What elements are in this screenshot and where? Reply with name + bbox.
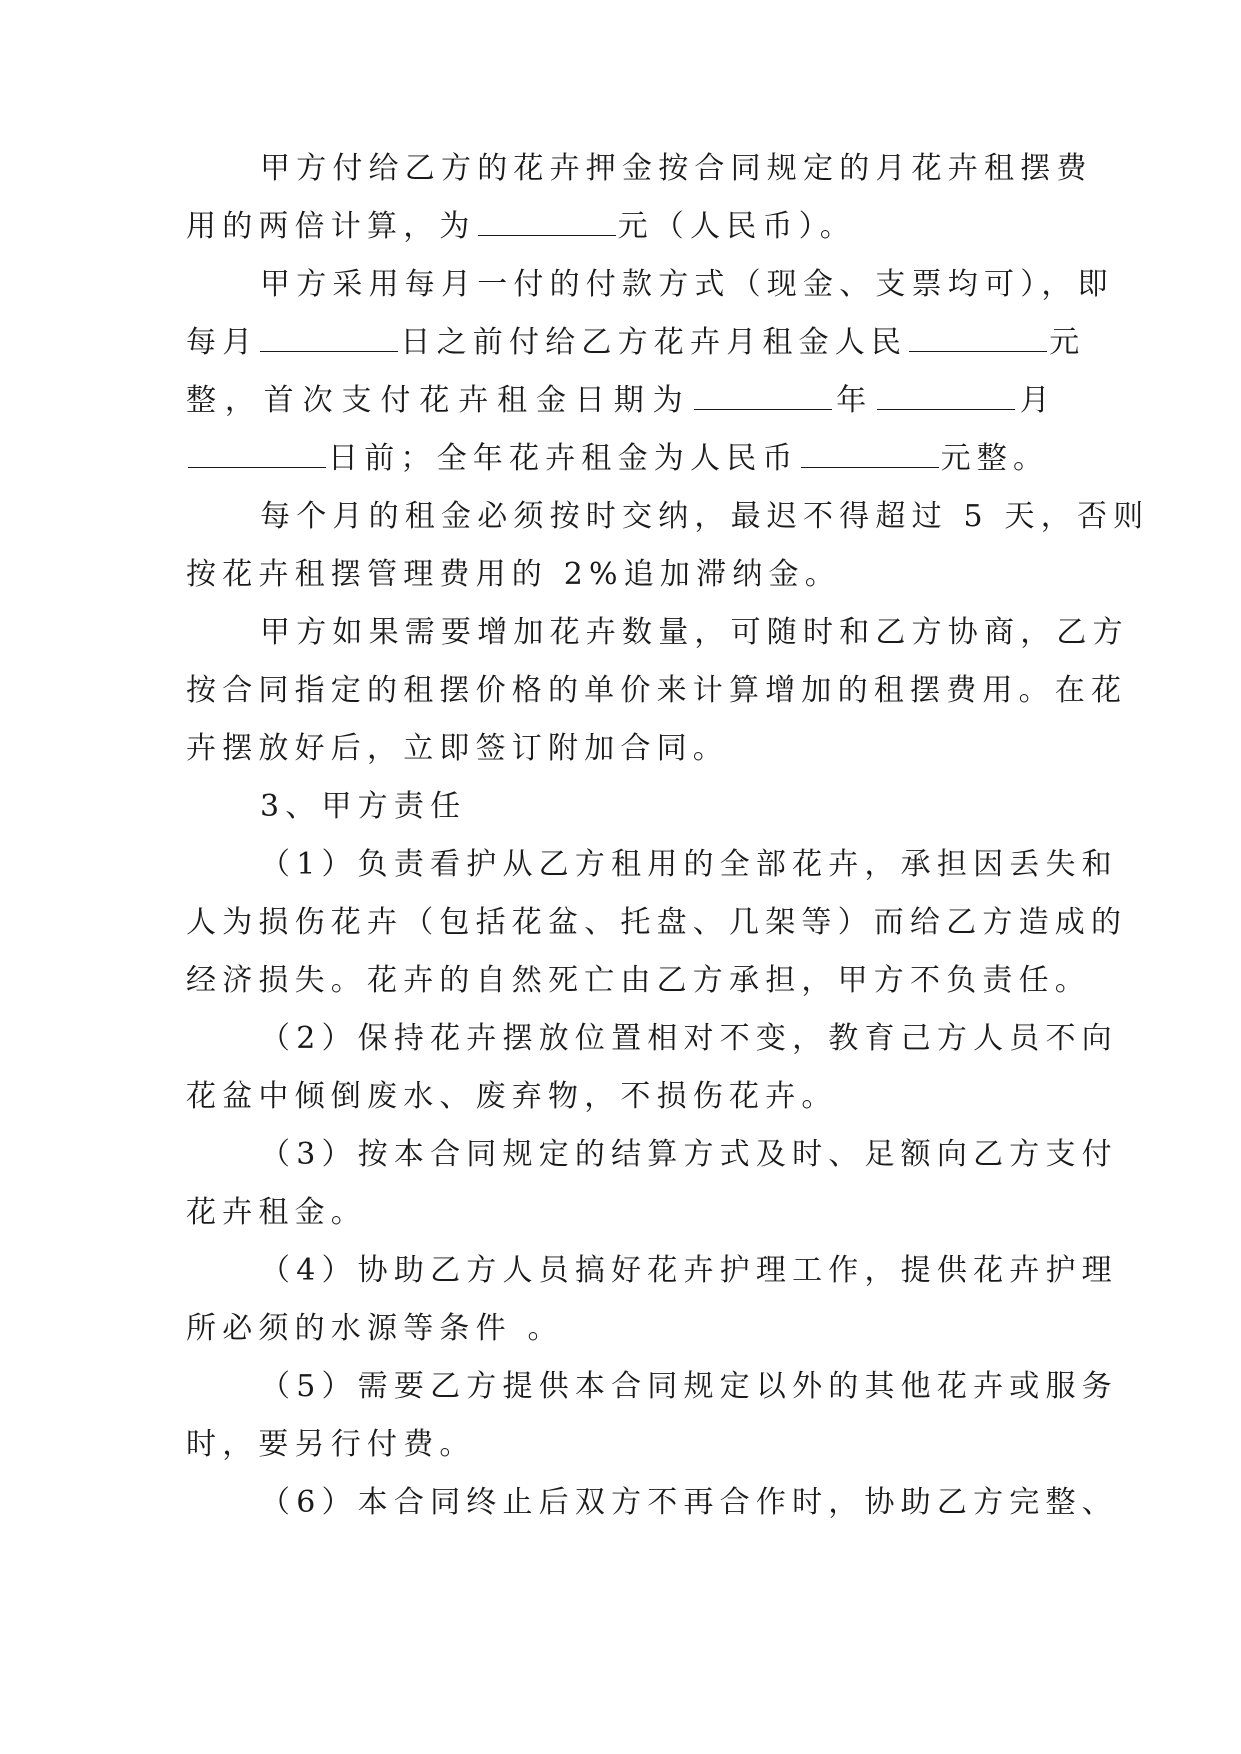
text-segment: 花盆中倾倒废水、废弃物，不损伤花卉。 [186, 1079, 838, 1114]
fill-in-blank [694, 375, 832, 410]
text-line [186, 1242, 1118, 1300]
text-segment: （2）保持花卉摆放位置相对不变，教育己方人员不向 [260, 1021, 1118, 1056]
text-segment: 年 [833, 383, 876, 418]
text-segment: 每月 [186, 325, 259, 360]
text-segment: （3）按本合同规定的结算方式及时、足额向乙方支付 [260, 1137, 1118, 1172]
text-segment: （6）本合同终止后双方不再合作时，协助乙方完整、 [260, 1485, 1118, 1520]
text-line [186, 1358, 1118, 1416]
text-line [186, 140, 1093, 198]
text-line [186, 1300, 1056, 1358]
text-segment: 所必须的水源等条件 。 [186, 1311, 564, 1346]
text-line [186, 546, 1056, 604]
text-line [186, 430, 1056, 488]
text-segment: 经济损失。花卉的自然死亡由乙方承担，甲方不负责任。 [186, 963, 1091, 998]
text-segment: 元 [1049, 325, 1086, 360]
text-segment: 3、甲方责任 [260, 789, 467, 824]
text-segment: 甲方采用每月一付的付款方式（现金、支票均可），即 [260, 267, 1114, 302]
text-line [186, 1068, 1056, 1126]
fill-in-blank [909, 317, 1047, 352]
fill-in-blank [188, 433, 326, 468]
text-line [186, 778, 1056, 836]
text-segment: 人为损伤花卉（包括花盆、托盘、几架等）而给乙方造成的 [186, 905, 1128, 940]
text-segment: 用的两倍计算，为 [186, 209, 476, 244]
text-segment: 卉摆放好后，立即签订附加合同。 [186, 731, 729, 766]
fill-in-blank [260, 317, 398, 352]
text-segment: 月 [1017, 383, 1056, 418]
text-segment: 按合同指定的租摆价格的单价来计算增加的租摆费用。在花 [186, 673, 1128, 708]
text-line [186, 256, 1114, 314]
text-line [186, 1010, 1118, 1068]
fill-in-blank [478, 201, 616, 236]
text-segment: 时，要另行付费。 [186, 1427, 476, 1462]
text-segment: 日前；全年花卉租金为人民币 [328, 441, 799, 476]
text-segment: 日之前付给乙方花卉月租金人民 [400, 325, 908, 360]
text-line [186, 604, 1129, 662]
text-segment: （5）需要乙方提供本合同规定以外的其他花卉或服务 [260, 1369, 1118, 1404]
text-line [186, 894, 1128, 952]
text-line [186, 198, 1056, 256]
text-segment: 花卉租金。 [186, 1195, 367, 1230]
text-line [186, 952, 1091, 1010]
text-line [186, 1126, 1118, 1184]
text-segment: 元整。 [940, 441, 1050, 476]
text-segment: 每个月的租金必须按时交纳，最迟不得超过 5 天，否则 [260, 499, 1150, 534]
fill-in-blank [877, 375, 1015, 410]
text-line [186, 1416, 1056, 1474]
fill-in-blank [801, 433, 939, 468]
text-line [186, 720, 1056, 778]
document-page [186, 140, 1150, 1532]
text-line [186, 372, 1056, 430]
text-line [186, 1474, 1118, 1532]
text-segment: 元（人民币）。 [617, 209, 857, 244]
text-segment: 甲方付给乙方的花卉押金按合同规定的月花卉租摆费 [260, 151, 1093, 186]
text-line [186, 836, 1118, 894]
text-segment: （4）协助乙方人员搞好花卉护理工作，提供花卉护理 [260, 1253, 1118, 1288]
text-line [186, 314, 1086, 372]
text-line [186, 662, 1128, 720]
text-segment: 整，首次支付花卉租金日期为 [186, 383, 692, 418]
text-line [186, 488, 1150, 546]
text-segment: （1）负责看护从乙方租用的全部花卉，承担因丢失和 [260, 847, 1118, 882]
text-line [186, 1184, 1056, 1242]
text-segment: 按花卉租摆管理费用的 2%追加滞纳金。 [186, 557, 841, 592]
text-segment: 甲方如果需要增加花卉数量，可随时和乙方协商，乙方 [260, 615, 1129, 650]
